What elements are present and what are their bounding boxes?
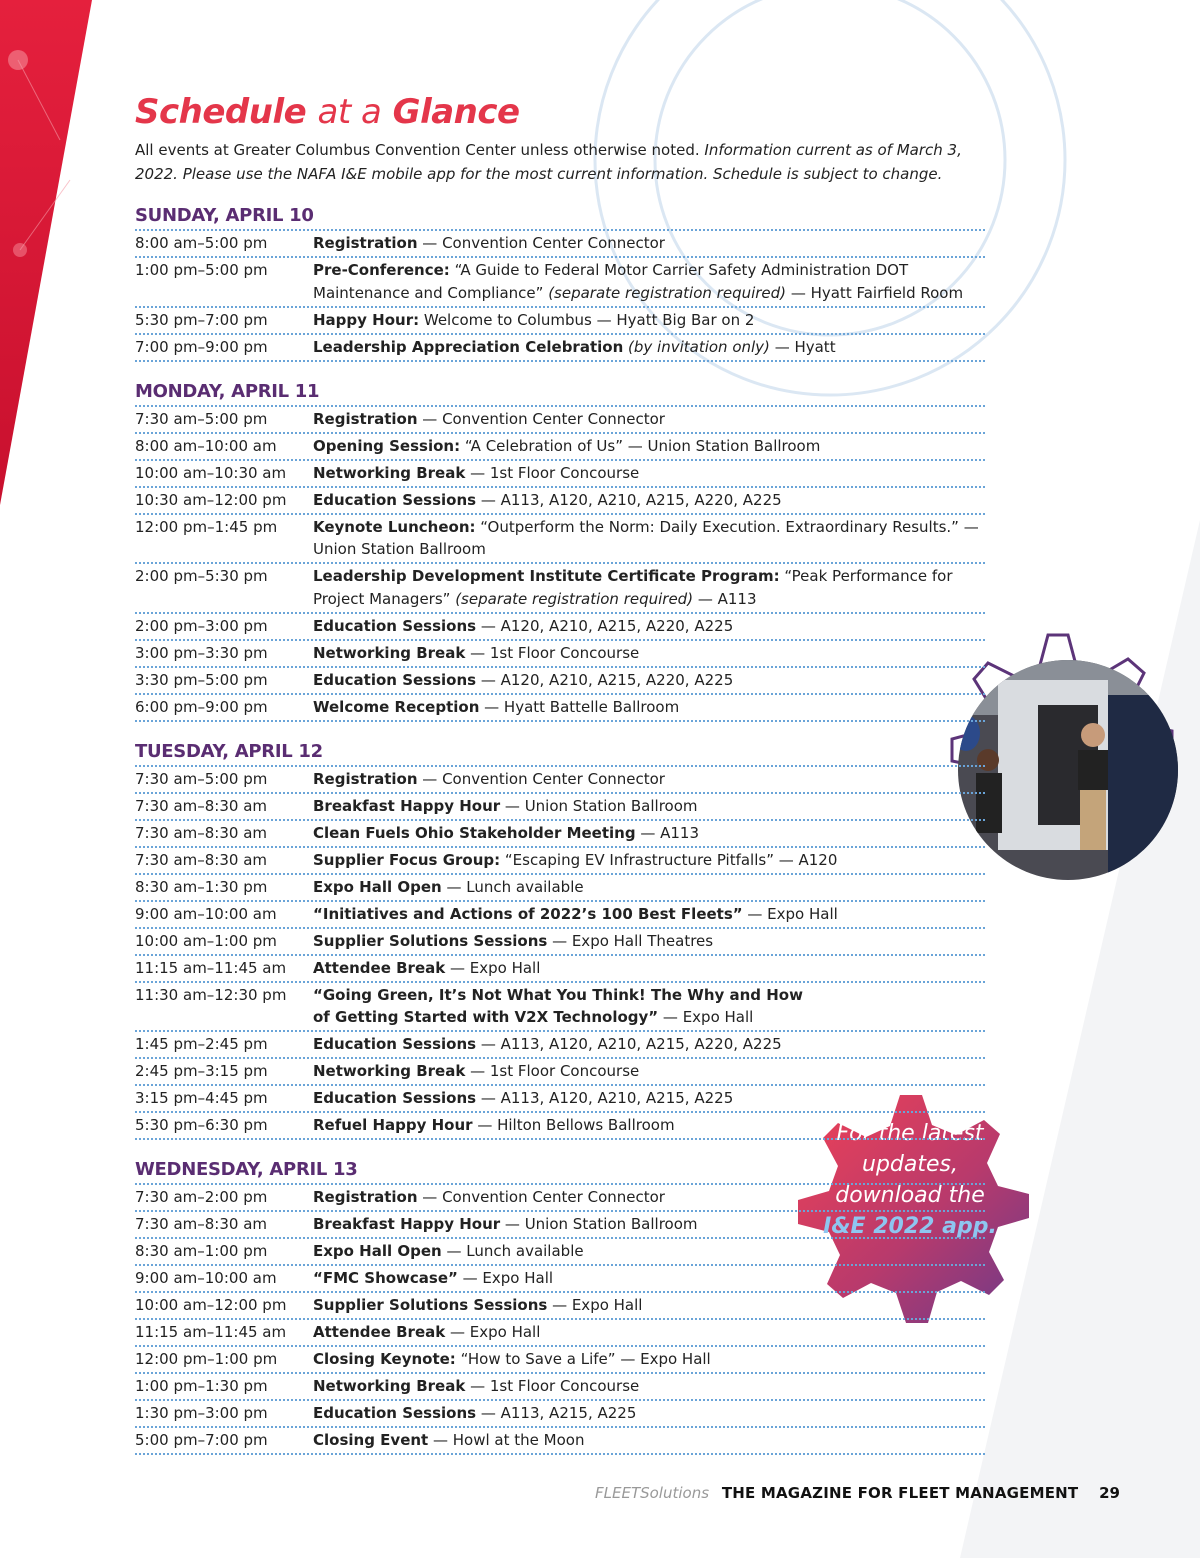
schedule-row [135,434,985,461]
event-bold: Breakfast Happy Hour [313,1215,501,1233]
promo-line-3: download the [835,1183,985,1208]
schedule-row [135,1113,985,1140]
title-part-2: at a [317,92,382,132]
event-description [313,615,985,638]
event-bold: Clean Fuels Ohio Stakeholder Meeting [313,823,636,842]
schedule-row [135,1320,985,1347]
schedule-row [135,335,985,362]
event-bold: Attendee Break [313,1323,446,1341]
event-rest: “A Celebration of Us” — Union Station Ballroom [460,436,821,455]
event-description [313,1375,985,1398]
event-description [313,232,985,255]
page-number: 29 [1099,1484,1120,1502]
schedule-row [135,1086,985,1113]
event-time: 7:30 am–5:00 pm [135,769,268,788]
event-rest: — Hyatt Battelle Ballroom [479,697,680,716]
schedule-row [135,1185,985,1212]
schedule-row [135,983,985,1033]
event-time: 5:30 pm–6:30 pm [135,1116,268,1134]
event-bold: Welcome Reception [313,697,480,716]
event-description [313,642,985,665]
event-rest: — Expo Hall Theatres [547,931,714,950]
event-rest: — A120, A210, A215, A220, A225 [476,670,734,689]
event-bold: Leadership Appreciation Celebration [313,337,624,356]
event-italic: (by invitation only) [623,337,770,356]
event-time: 5:00 pm–7:00 pm [135,1431,268,1449]
event-description [313,435,985,458]
event-rest: — Expo Hall [445,1323,541,1341]
schedule-row [135,1266,985,1293]
schedule-row [135,902,985,929]
event-bold: Education Sessions [313,1404,477,1422]
schedule-row [135,668,985,695]
day-section [135,204,985,362]
event-rest: Welcome to Columbus — Hyatt Big Bar on 2 [419,310,755,329]
event-description [313,565,985,610]
schedule-row [135,848,985,875]
schedule-content [135,92,985,1455]
event-time: 2:00 pm–5:30 pm [135,567,268,585]
event-description [313,462,985,485]
event-time: 3:30 pm–5:00 pm [135,670,268,689]
day-heading: TUESDAY, APRIL 12 [135,740,985,767]
event-bold: “FMC Showcase” [313,1269,458,1287]
intro-italic: Information current as of March 3, 2022. Please use the NAFA I&E mobile app for the most current information. Schedule is subject to change. [135,141,962,183]
event-rest: “Peak Performance for Project Managers” [313,567,953,608]
event-bold: “Initiatives and Actions of 2022’s 100 Best Fleets” [313,904,743,923]
event-rest: — Convention Center Connector [417,234,665,252]
event-description [313,669,985,692]
schedule-row [135,767,985,794]
event-time: 11:15 am–11:45 am [135,958,287,977]
schedule-row [135,956,985,983]
event-rest: “Escaping EV Infrastructure Pitfalls” — A120 [500,850,838,869]
event-time: 7:30 am–8:30 am [135,850,268,869]
event-after: — Hyatt [769,337,836,356]
event-time: 10:00 am–10:30 am [135,463,287,482]
event-description [313,1348,985,1371]
schedule-row [135,794,985,821]
event-time: 7:30 am–2:00 pm [135,1188,268,1206]
event-rest: — Expo Hall [742,904,838,923]
promo-app-link[interactable]: I&E 2022 app. [823,1214,997,1239]
event-description [313,1294,985,1317]
event-bold: Pre-Conference: [313,261,450,279]
event-bold: Networking Break [313,1062,466,1080]
event-bold: Education Sessions [313,616,477,635]
day-heading: SUNDAY, APRIL 10 [135,204,985,231]
event-italic: (separate registration required) [543,283,787,302]
schedule-row [135,929,985,956]
event-rest: — Howl at the Moon [428,1431,585,1449]
event-rest: — Convention Center Connector [417,769,665,788]
event-rest: — Lunch available [441,877,584,896]
event-rest: — A113, A120, A210, A215, A220, A225 [476,490,782,509]
event-rest: “Outperform the Norm: Daily Execution. Extraordinary Results.” — Union Station Ballroom [313,517,979,558]
event-rest: — 1st Floor Concourse [465,1062,640,1080]
event-description [313,1033,985,1056]
event-bold: Expo Hall Open [313,877,442,896]
event-bold: Education Sessions [313,670,477,689]
schedule-row [135,1293,985,1320]
event-description [313,1429,985,1452]
event-time: 1:00 pm–5:00 pm [135,261,268,279]
event-rest: — 1st Floor Concourse [465,643,640,662]
event-bold: Supplier Solutions Sessions [313,931,548,950]
event-rest: — Hilton Bellows Ballroom [472,1116,675,1134]
schedule-row [135,1032,985,1059]
event-description [313,408,985,431]
event-bold: Keynote Luncheon: [313,517,476,536]
event-bold: Registration [313,769,418,788]
event-bold: Expo Hall Open [313,1242,442,1260]
event-time: 10:00 am–12:00 pm [135,1296,287,1314]
schedule-row [135,1374,985,1401]
event-bold: “Going Green, It’s Not What You Think! The Why and How [313,985,803,1004]
event-rest: — A113, A215, A225 [476,1404,637,1422]
event-description [313,903,985,926]
intro-paragraph [135,138,985,186]
event-description [313,849,985,872]
event-bold: Refuel Happy Hour [313,1116,473,1134]
event-bold: Networking Break [313,463,466,482]
event-bold: Happy Hour: [313,310,420,329]
event-bold: Networking Break [313,1377,466,1395]
event-rest: — Union Station Ballroom [500,1215,698,1233]
event-description [313,1087,985,1110]
day-section [135,1158,985,1455]
event-rest: — Convention Center Connector [417,1188,665,1206]
event-description [313,336,985,359]
event-rest: — A120, A210, A215, A220, A225 [476,616,734,635]
event-time: 2:45 pm–3:15 pm [135,1062,268,1080]
event-description [313,259,985,304]
event-time: 7:30 am–8:30 am [135,823,268,842]
event-bold: Opening Session: [313,436,461,455]
event-description [313,1213,985,1236]
event-time: 7:00 pm–9:00 pm [135,337,268,356]
day-heading: WEDNESDAY, APRIL 13 [135,1158,985,1185]
event-bold: Breakfast Happy Hour [313,796,501,815]
event-bold: Attendee Break [313,958,446,977]
schedule-row [135,488,985,515]
schedule-row [135,407,985,434]
event-time: 11:30 am–12:30 pm [135,985,287,1004]
event-description [313,1240,985,1263]
footer-tagline: THE MAGAZINE FOR FLEET MANAGEMENT [721,1484,1079,1502]
event-rest: — Expo Hall [658,1008,754,1026]
promo-line-2: updates, [862,1152,958,1177]
event-description [313,984,985,1029]
event-time: 11:15 am–11:45 am [135,1323,287,1341]
event-bold: Registration [313,409,418,428]
event-bold: Registration [313,234,418,252]
event-description [313,309,985,332]
title-part-1: Schedule [135,92,307,132]
event-rest: — A113, A120, A210, A215, A225 [476,1089,734,1107]
event-rest: — A113, A120, A210, A215, A220, A225 [476,1035,782,1053]
schedule-row [135,231,985,258]
event-bold: Leadership Development Institute Certificate Program: [313,567,780,585]
event-time: 8:00 am–5:00 pm [135,234,268,252]
event-time: 10:00 am–1:00 pm [135,931,277,950]
event-time: 9:00 am–10:00 am [135,904,277,923]
event-bold: Registration [313,1188,418,1206]
event-rest: — 1st Floor Concourse [465,463,640,482]
event-time: 3:15 pm–4:45 pm [135,1089,268,1107]
day-section [135,740,985,1141]
event-time: 12:00 pm–1:00 pm [135,1350,278,1368]
schedule-row [135,1347,985,1374]
event-bold: Education Sessions [313,1089,477,1107]
event-time: 7:30 am–8:30 am [135,1215,268,1233]
event-bold: Supplier Focus Group: [313,850,501,869]
event-time: 7:30 am–5:00 pm [135,409,268,428]
schedule-row [135,461,985,488]
event-description [313,696,985,719]
event-description [313,1060,985,1083]
event-description [313,489,985,512]
event-rest: “How to Save a Life” — Expo Hall [455,1350,711,1368]
event-time: 8:30 am–1:00 pm [135,1242,268,1260]
event-rest: — 1st Floor Concourse [465,1377,640,1395]
schedule-row [135,515,985,565]
event-rest: — Expo Hall [547,1296,643,1314]
event-bold: Supplier Solutions Sessions [313,1296,548,1314]
page-footer [595,1484,1120,1502]
event-rest: — Expo Hall [445,958,541,977]
schedule-row [135,1239,985,1266]
schedule-row [135,258,985,308]
page-title [135,92,985,132]
schedule-row [135,875,985,902]
schedule-row [135,1401,985,1428]
event-time: 5:30 pm–7:00 pm [135,310,268,329]
day-heading: MONDAY, APRIL 11 [135,380,985,407]
intro-plain: All events at Greater Columbus Convention Center unless otherwise noted. [135,141,700,159]
event-rest: — Union Station Ballroom [500,796,698,815]
schedule-row [135,641,985,668]
event-bold: Networking Break [313,643,466,662]
event-time: 1:45 pm–2:45 pm [135,1035,268,1053]
event-time: 8:00 am–10:00 am [135,436,277,455]
event-time: 3:00 pm–3:30 pm [135,643,268,662]
schedule-row [135,614,985,641]
event-time: 10:30 am–12:00 pm [135,490,287,509]
day-section [135,380,985,722]
schedule-row [135,1059,985,1086]
event-description [313,768,985,791]
event-time: 7:30 am–8:30 am [135,796,268,815]
schedule-row [135,821,985,848]
schedule-row [135,695,985,722]
schedule-row [135,308,985,335]
event-description [313,1186,985,1209]
event-description [313,930,985,953]
event-time: 1:30 pm–3:00 pm [135,1404,268,1422]
event-description [313,1114,985,1137]
event-description [313,876,985,899]
event-description [313,795,985,818]
event-description [313,1267,985,1290]
title-part-3: Glance [392,92,520,132]
event-bold: Education Sessions [313,1035,477,1053]
event-description [313,957,985,980]
schedule-row [135,1212,985,1239]
event-time: 1:00 pm–1:30 pm [135,1377,268,1395]
event-description [313,822,985,845]
event-rest: — Expo Hall [457,1269,554,1287]
event-rest: “A Guide to Federal Motor Carrier Safety Administration DOT Maintenance and Compliance” [313,261,909,302]
event-after: — A113 [693,589,757,608]
event-description [313,1402,985,1425]
schedule-row [135,564,985,614]
schedule-row [135,1428,985,1455]
event-time: 9:00 am–10:00 am [135,1269,277,1287]
promo-line-1: For the latest [836,1121,984,1146]
event-rest: — Lunch available [441,1242,584,1260]
event-description [313,516,985,561]
event-italic: (separate registration required) [450,589,694,608]
event-time: 2:00 pm–3:00 pm [135,616,268,635]
event-rest: — Convention Center Connector [417,409,665,428]
schedule-days [135,204,985,1455]
event-bold: Education Sessions [313,490,477,509]
event-description [313,1321,985,1344]
event-time: 8:30 am–1:30 pm [135,877,268,896]
event-after: — Hyatt Fairfield Room [786,283,964,302]
event-time: 12:00 pm–1:45 pm [135,517,278,536]
footer-magazine: FLEETSolutions [595,1484,710,1502]
event-bold2: of Getting Started with V2X Technology” [313,1008,659,1026]
event-bold: Closing Event [313,1431,429,1449]
event-rest: — A113 [635,823,700,842]
event-time: 6:00 pm–9:00 pm [135,697,268,716]
event-bold: Closing Keynote: [313,1350,456,1368]
